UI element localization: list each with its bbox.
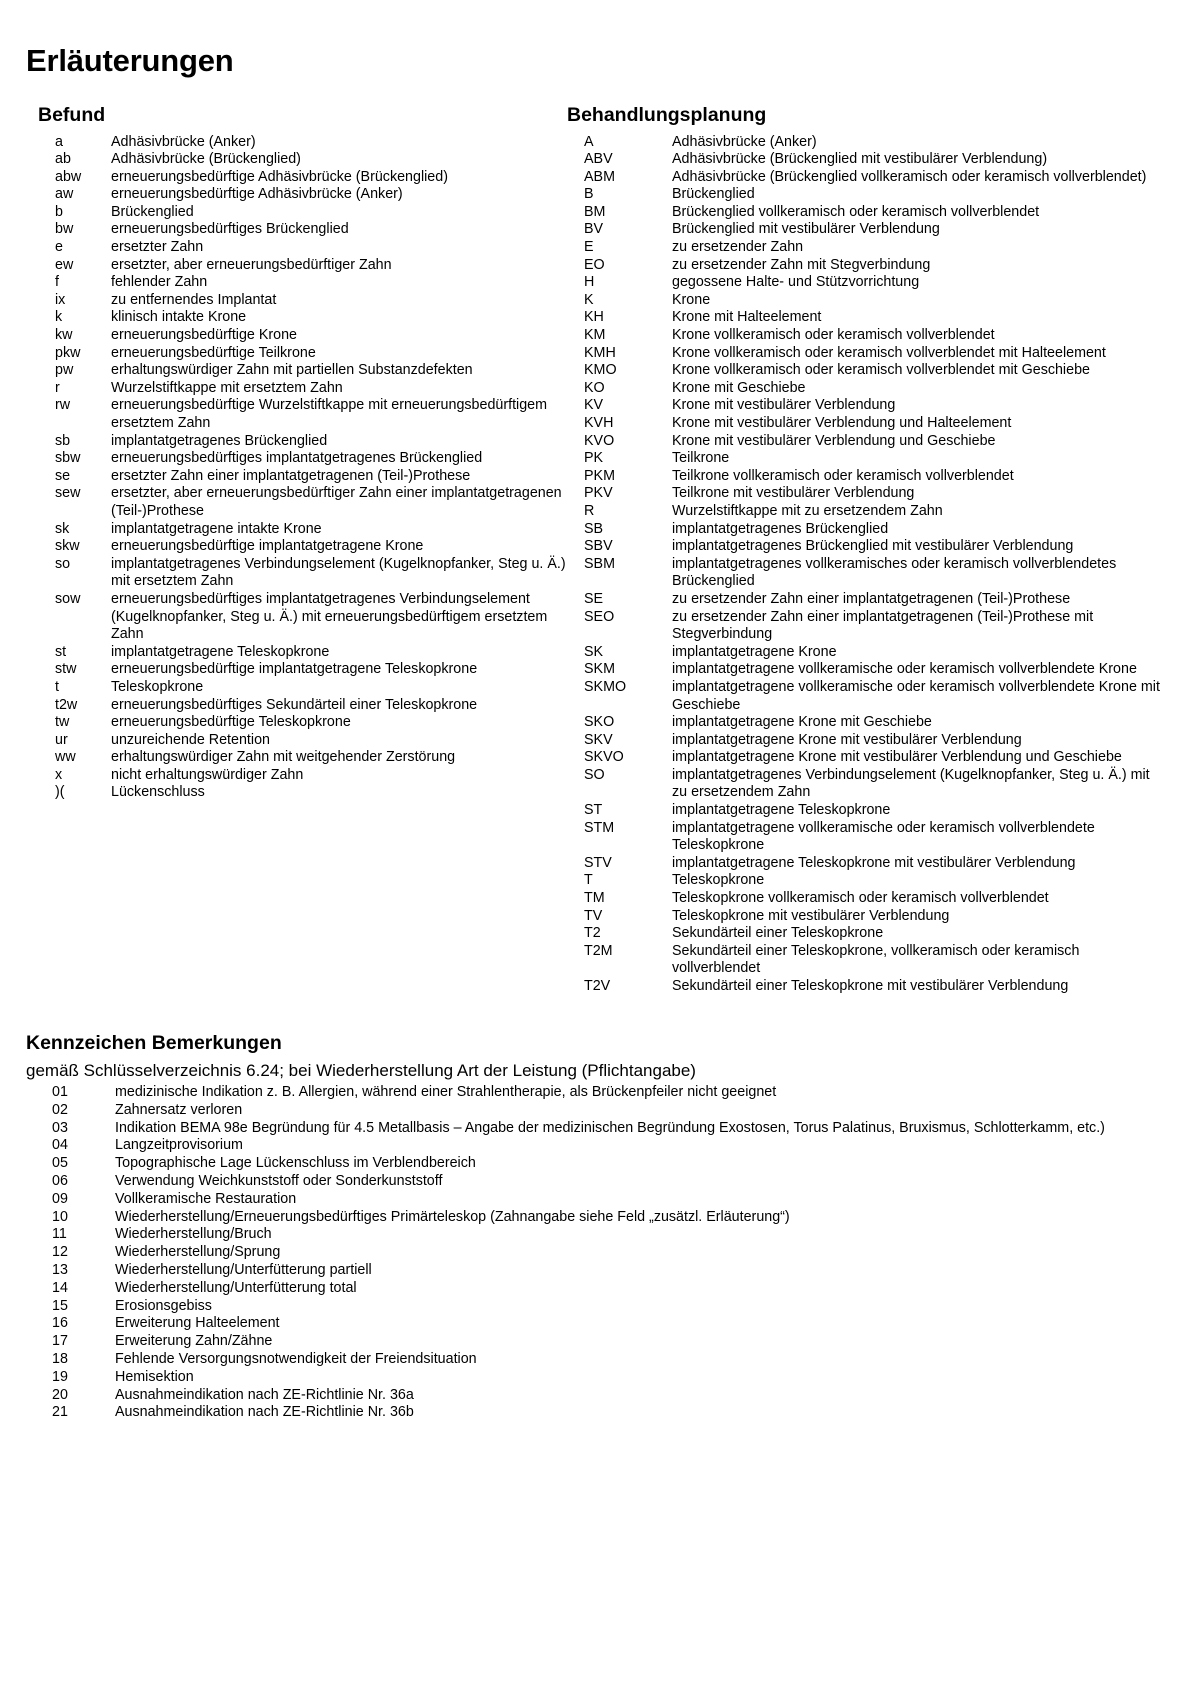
- kennzeichen-entry-code: 11: [52, 1226, 67, 1243]
- behandlungsplanung-entry-code: SKM: [584, 661, 615, 678]
- behandlungsplanung-entry-code: SEO: [584, 608, 615, 625]
- befund-entry-description: erneuerungsbedürftige Wurzelstiftkappe mit erneuerungsbedürftigem ersetztem Zahn: [111, 397, 548, 432]
- kennzeichen-list: [26, 1084, 1168, 1422]
- behandlungsplanung-entry-code: SKVO: [584, 749, 624, 766]
- befund-entry: [22, 397, 567, 432]
- behandlungsplanung-entry-description: Krone mit Geschiebe: [672, 379, 806, 396]
- behandlungsplanung-entry-code: T2M: [584, 942, 613, 959]
- kennzeichen-entry-code: 16: [52, 1315, 68, 1332]
- behandlungsplanung-entry-description: Krone: [672, 291, 711, 308]
- behandlungsplanung-entry: [567, 714, 1167, 732]
- behandlungsplanung-entry-description: Teilkrone mit vestibulärer Verblendung: [672, 485, 915, 502]
- befund-entry-description: erneuerungsbedürftige Teleskopkrone: [111, 714, 351, 731]
- behandlungsplanung-entry: [567, 820, 1167, 855]
- kennzeichen-entry: [26, 1262, 1168, 1280]
- behandlungsplanung-entry-code: KVO: [584, 432, 615, 449]
- behandlungsplanung-entry-code: ABM: [584, 168, 615, 185]
- behandlungsplanung-entry-code: KMO: [584, 362, 617, 379]
- behandlungsplanung-entry: [567, 169, 1167, 187]
- behandlungsplanung-entry-description: Krone mit Halteelement: [672, 309, 822, 326]
- befund-entry: [22, 151, 567, 169]
- behandlungsplanung-entry-code: PKM: [584, 467, 615, 484]
- befund-entry: [22, 362, 567, 380]
- kennzeichen-entry-code: 05: [52, 1155, 68, 1172]
- behandlungsplanung-entry-description: Sekundärteil einer Teleskopkrone: [672, 925, 884, 942]
- befund-entry-description: erhaltungswürdiger Zahn mit weitgehender Zerstörung: [111, 749, 456, 766]
- behandlungsplanung-entry-description: Adhäsivbrücke (Anker): [672, 133, 817, 150]
- kennzeichen-entry-code: 18: [52, 1350, 68, 1367]
- befund-entry: [22, 749, 567, 767]
- behandlungsplanung-entry-code: E: [584, 239, 594, 256]
- behandlungsplanung-entry: [567, 890, 1167, 908]
- behandlungsplanung-entry-description: Sekundärteil einer Teleskopkrone mit vestibulärer Verblendung: [672, 978, 1069, 995]
- behandlungsplanung-entry-code: SE: [584, 590, 604, 607]
- behandlungsplanung-entry-code: K: [584, 291, 594, 308]
- kennzeichen-entry-description: Ausnahmeindikation nach ZE-Richtlinie Nr. 36b: [115, 1404, 414, 1421]
- behandlungsplanung-entry-description: implantatgetragenes Brückenglied: [672, 520, 889, 537]
- befund-entry-description: implantatgetragenes Verbindungselement (Kugelknopfanker, Steg u. Ä.) mit ersetztem Zahn: [111, 555, 566, 590]
- behandlungsplanung-entry: [567, 468, 1167, 486]
- kennzeichen-entry-code: 21: [52, 1404, 68, 1421]
- kennzeichen-entry-code: 06: [52, 1173, 68, 1190]
- behandlungsplanung-entry-description: Krone mit vestibulärer Verblendung und Geschiebe: [672, 432, 996, 449]
- behandlungsplanung-entry-code: EO: [584, 256, 605, 273]
- befund-entry: [22, 257, 567, 275]
- kennzeichen-entry-description: Langzeitprovisorium: [115, 1137, 243, 1154]
- befund-entry-code: rw: [55, 397, 71, 414]
- behandlungsplanung-entry: [567, 485, 1167, 503]
- behandlungsplanung-entry-description: zu ersetzender Zahn mit Stegverbindung: [672, 256, 931, 273]
- befund-entry-code: a: [55, 133, 63, 150]
- behandlungsplanung-entry: [567, 872, 1167, 890]
- befund-entry: [22, 327, 567, 345]
- befund-entry-code: tw: [55, 714, 70, 731]
- befund-entry-code: stw: [55, 661, 77, 678]
- befund-entry-code: k: [55, 309, 63, 326]
- behandlungsplanung-entry-code: T: [584, 872, 593, 889]
- kennzeichen-entry-code: 13: [52, 1262, 68, 1278]
- kennzeichen-entry-description: Verwendung Weichkunststoff oder Sonderkunststoff: [115, 1173, 443, 1190]
- behandlungsplanung-entry: [567, 855, 1167, 873]
- befund-entry: [22, 186, 567, 204]
- kennzeichen-entry-code: 15: [52, 1297, 68, 1314]
- kennzeichen-entry: [26, 1298, 1168, 1316]
- befund-entry: [22, 556, 567, 591]
- behandlungsplanung-entry: [567, 450, 1167, 468]
- behandlungsplanung-entry-code: SBV: [584, 538, 613, 555]
- befund-entry: [22, 292, 567, 310]
- kennzeichen-entry: [26, 1226, 1168, 1244]
- kennzeichen-entry-description: medizinische Indikation z. B. Allergien, während einer Strahlentherapie, als Brückenpfeiler nicht geeignet: [115, 1084, 777, 1101]
- behandlungsplanung-entry-description: Brückenglied: [672, 186, 755, 203]
- behandlungsplanung-entry-description: Krone mit vestibulärer Verblendung: [672, 397, 896, 414]
- befund-entry: [22, 661, 567, 679]
- kennzeichen-entry-code: 03: [52, 1119, 68, 1136]
- kennzeichen-entry-description: Wiederherstellung/Unterfütterung total: [115, 1279, 357, 1296]
- behandlungsplanung-entry-description: Brückenglied mit vestibulärer Verblendung: [672, 221, 940, 238]
- kennzeichen-entry: [26, 1280, 1168, 1298]
- behandlungsplanung-entry: [567, 521, 1167, 539]
- befund-entry: [22, 309, 567, 327]
- behandlungsplanung-entry-code: STV: [584, 854, 612, 871]
- befund-entry: [22, 134, 567, 152]
- kennzeichen-entry-description: Erweiterung Zahn/Zähne: [115, 1333, 273, 1350]
- kennzeichen-entry: [26, 1120, 1168, 1138]
- behandlungsplanung-entry: [567, 257, 1167, 275]
- behandlungsplanung-entry: [567, 345, 1167, 363]
- befund-entry: [22, 169, 567, 187]
- befund-entry: [22, 433, 567, 451]
- befund-entry-description: ersetzter, aber erneuerungsbedürftiger Zahn: [111, 256, 392, 273]
- befund-entry-code: sbw: [55, 450, 81, 467]
- befund-entry-code: ix: [55, 291, 66, 308]
- befund-entry: [22, 468, 567, 486]
- behandlungsplanung-entry-description: zu ersetzender Zahn einer implantatgetragenen (Teil-)Prothese: [672, 590, 1071, 607]
- behandlungsplanung-entry-description: Krone vollkeramisch oder keramisch vollverblendet mit Halteelement: [672, 344, 1106, 361]
- befund-entry: [22, 714, 567, 732]
- behandlungsplanung-entry: [567, 802, 1167, 820]
- kennzeichen-entry-code: 19: [52, 1368, 68, 1385]
- behandlungsplanung-entry-description: Adhäsivbrücke (Brückenglied mit vestibulärer Verblendung): [672, 151, 1048, 168]
- kennzeichen-entry: [26, 1102, 1168, 1120]
- kennzeichen-entry: [26, 1155, 1168, 1173]
- befund-entry-code: skw: [55, 538, 80, 555]
- befund-entry-code: x: [55, 766, 63, 783]
- kennzeichen-entry-description: Ausnahmeindikation nach ZE-Richtlinie Nr. 36a: [115, 1386, 414, 1403]
- befund-entry-code: e: [55, 239, 63, 256]
- befund-entry-description: erneuerungsbedürftige Teilkrone: [111, 344, 316, 361]
- behandlungsplanung-entry-code: KH: [584, 309, 604, 326]
- definitions-columns: [22, 104, 1168, 996]
- kennzeichen-entry: [26, 1387, 1168, 1405]
- behandlungsplanung-entry-code: TV: [584, 907, 603, 924]
- befund-entry-code: kw: [55, 327, 73, 344]
- behandlungsplanung-entry-description: Sekundärteil einer Teleskopkrone, vollkeramisch oder keramisch vollverblendet: [672, 942, 1080, 977]
- behandlungsplanung-entry-code: STM: [584, 819, 615, 836]
- behandlungsplanung-entry-description: Teleskopkrone mit vestibulärer Verblendung: [672, 907, 950, 924]
- befund-entry-description: nicht erhaltungswürdiger Zahn: [111, 766, 304, 783]
- kennzeichen-entry-description: Vollkeramische Restauration: [115, 1190, 297, 1207]
- kennzeichen-entry: [26, 1209, 1168, 1227]
- behandlungsplanung-entry-code: SBM: [584, 555, 615, 572]
- kennzeichen-entry-code: 20: [52, 1386, 68, 1403]
- behandlungsplanung-entry: [567, 151, 1167, 169]
- behandlungsplanung-entry-code: ABV: [584, 151, 613, 168]
- behandlungsplanung-entry-description: implantatgetragene Krone mit vestibulärer Verblendung und Geschiebe: [672, 749, 1122, 766]
- befund-entry: [22, 521, 567, 539]
- befund-entry: [22, 591, 567, 644]
- kennzeichen-entry-description: Indikation BEMA 98e Begründung für 4.5 Metallbasis – Angabe der medizinischen Begründung Exostosen, Torus Palatinus, Bruxismus, Schlotterkamm, etc.): [115, 1119, 1105, 1136]
- behandlungsplanung-entry-code: PKV: [584, 485, 613, 502]
- befund-entry-description: Brückenglied: [111, 203, 194, 220]
- behandlungsplanung-entry-code: B: [584, 186, 594, 203]
- behandlungsplanung-entry: [567, 204, 1167, 222]
- behandlungsplanung-entry-code: BV: [584, 221, 604, 238]
- behandlungsplanung-entry-description: implantatgetragene vollkeramische oder keramisch vollverblendete Teleskopkrone: [672, 819, 1095, 854]
- kennzeichen-entry: [26, 1404, 1168, 1422]
- befund-entry-code: so: [55, 555, 71, 572]
- befund-entry: [22, 485, 567, 520]
- kennzeichen-section: [22, 1032, 1168, 1423]
- behandlungsplanung-entry: [567, 221, 1167, 239]
- behandlungsplanung-entry-code: KO: [584, 379, 605, 396]
- kennzeichen-entry: [26, 1084, 1168, 1102]
- behandlungsplanung-entry: [567, 978, 1167, 996]
- behandlungsplanung-entry: [567, 327, 1167, 345]
- befund-entry: [22, 767, 567, 785]
- behandlungsplanung-entry-description: Teilkrone: [672, 450, 730, 467]
- behandlungsplanung-entry: [567, 767, 1167, 802]
- behandlungsplanung-entry-code: R: [584, 502, 595, 519]
- befund-entry: [22, 345, 567, 363]
- kennzeichen-entry-description: Fehlende Versorgungsnotwendigkeit der Freiendsituation: [115, 1350, 477, 1367]
- befund-entry-description: erneuerungsbedürftige Adhäsivbrücke (Anker): [111, 186, 403, 203]
- behandlungsplanung-entry-code: KV: [584, 397, 604, 414]
- behandlungsplanung-entry-description: Brückenglied vollkeramisch oder keramisch vollverblendet: [672, 203, 1040, 220]
- kennzeichen-entry: [26, 1351, 1168, 1369]
- behandlungsplanung-entry: [567, 732, 1167, 750]
- behandlungsplanung-entry-description: Teilkrone vollkeramisch oder keramisch vollverblendet: [672, 467, 1014, 484]
- befund-entry-description: Teleskopkrone: [111, 678, 204, 695]
- behandlungsplanung-entry-description: implantatgetragene vollkeramische oder keramisch vollverblendete Krone: [672, 661, 1137, 678]
- kennzeichen-entry: [26, 1244, 1168, 1262]
- behandlungsplanung-entry: [567, 362, 1167, 380]
- behandlungsplanung-entry-description: implantatgetragenes Brückenglied mit vestibulärer Verblendung: [672, 538, 1074, 555]
- befund-entry-code: sow: [55, 590, 81, 607]
- befund-entry-description: klinisch intakte Krone: [111, 309, 247, 326]
- behandlungsplanung-entry: [567, 591, 1167, 609]
- behandlungsplanung-entry: [567, 556, 1167, 591]
- befund-entry-code: b: [55, 203, 63, 220]
- behandlungsplanung-entry-description: Krone vollkeramisch oder keramisch vollverblendet mit Geschiebe: [672, 362, 1090, 379]
- behandlungsplanung-entry-description: implantatgetragenes vollkeramisches oder keramisch vollverblendetes Brückenglied: [672, 555, 1117, 590]
- behandlungsplanung-entry: [567, 380, 1167, 398]
- behandlungsplanung-entry-description: Krone vollkeramisch oder keramisch vollverblendet: [672, 327, 995, 344]
- behandlungsplanung-entry-description: zu ersetzender Zahn: [672, 239, 804, 256]
- befund-entry: [22, 450, 567, 468]
- befund-entry-description: ersetzter Zahn einer implantatgetragenen (Teil-)Prothese: [111, 467, 471, 484]
- behandlungsplanung-entry-code: H: [584, 274, 595, 291]
- behandlungsplanung-entry-description: Teleskopkrone: [672, 872, 765, 889]
- befund-entry: [22, 538, 567, 556]
- behandlungsplanung-entry-description: implantatgetragene Teleskopkrone mit vestibulärer Verblendung: [672, 854, 1076, 871]
- behandlungsplanung-entry-description: Teleskopkrone vollkeramisch oder keramisch vollverblendet: [672, 890, 1049, 907]
- behandlungsplanung-entry-code: SK: [584, 643, 604, 660]
- kennzeichen-entry-code: 02: [52, 1101, 68, 1118]
- befund-entry-description: erneuerungsbedürftige Adhäsivbrücke (Brückenglied): [111, 168, 448, 185]
- kennzeichen-entry-code: 04: [52, 1137, 68, 1154]
- kennzeichen-entry-code: 17: [52, 1333, 68, 1350]
- kennzeichen-entry-description: Erosionsgebiss: [115, 1297, 212, 1314]
- befund-entry-description: Adhäsivbrücke (Anker): [111, 133, 256, 150]
- befund-entry-code: bw: [55, 221, 74, 238]
- kennzeichen-entry-code: 01: [52, 1084, 68, 1101]
- befund-entry-code: )(: [55, 784, 65, 801]
- behandlungsplanung-entry-description: Krone mit vestibulärer Verblendung und Halteelement: [672, 415, 1012, 432]
- behandlungsplanung-entry-description: implantatgetragene Krone mit vestibulärer Verblendung: [672, 731, 1022, 748]
- kennzeichen-entry-description: Wiederherstellung/Sprung: [115, 1244, 281, 1261]
- befund-entry-code: pkw: [55, 344, 81, 361]
- behandlungsplanung-entry-description: Adhäsivbrücke (Brückenglied vollkeramisch oder keramisch vollverblendet): [672, 168, 1147, 185]
- behandlungsplanung-entry: [567, 397, 1167, 415]
- behandlungsplanung-entry: [567, 661, 1167, 679]
- befund-entry-description: fehlender Zahn: [111, 274, 208, 291]
- behandlungsplanung-entry: [567, 644, 1167, 662]
- behandlungsplanung-entry-description: implantatgetragene vollkeramische oder keramisch vollverblendete Krone mit Geschiebe: [672, 678, 1160, 713]
- befund-entry: [22, 784, 567, 802]
- behandlungsplanung-entry-code: KM: [584, 327, 606, 344]
- behandlungsplanung-entry: [567, 679, 1167, 714]
- kennzeichen-entry: [26, 1333, 1168, 1351]
- befund-entry-code: ww: [55, 749, 76, 766]
- befund-list: [22, 134, 567, 803]
- kennzeichen-entry-description: Zahnersatz verloren: [115, 1101, 243, 1118]
- behandlungsplanung-entry-description: implantatgetragene Krone: [672, 643, 837, 660]
- befund-entry-description: erhaltungswürdiger Zahn mit partiellen Substanzdefekten: [111, 362, 473, 379]
- kennzeichen-entry: [26, 1315, 1168, 1333]
- kennzeichen-entry-description: Wiederherstellung/Bruch: [115, 1226, 272, 1243]
- befund-entry-description: Lückenschluss: [111, 784, 205, 801]
- befund-entry-description: erneuerungsbedürftige implantatgetragene Teleskopkrone: [111, 661, 478, 678]
- kennzeichen-entry: [26, 1173, 1168, 1191]
- befund-entry-code: ew: [55, 256, 74, 273]
- befund-entry-description: ersetzter, aber erneuerungsbedürftiger Zahn einer implantatgetragenen (Teil-)Prothese: [111, 485, 562, 519]
- behandlungsplanung-entry-description: zu ersetzender Zahn einer implantatgetragenen (Teil-)Prothese mit Stegverbindung: [672, 608, 1094, 643]
- behandlungsplanung-entry: [567, 239, 1167, 257]
- befund-entry-description: implantatgetragenes Brückenglied: [111, 432, 328, 449]
- kennzeichen-entry-description: Erweiterung Halteelement: [115, 1315, 280, 1332]
- befund-entry-code: sb: [55, 432, 71, 449]
- behandlungsplanung-entry-code: SKMO: [584, 678, 627, 695]
- behandlungsplanung-entry: [567, 925, 1167, 943]
- befund-column: [22, 104, 567, 802]
- behandlungsplanung-entry-description: implantatgetragene Krone mit Geschiebe: [672, 714, 932, 731]
- page-title: Erläuterungen: [26, 43, 234, 78]
- befund-entry-code: sew: [55, 485, 81, 502]
- befund-entry-code: t: [55, 678, 59, 695]
- befund-entry-description: implantatgetragene Teleskopkrone: [111, 643, 330, 660]
- befund-entry-code: pw: [55, 362, 74, 379]
- kennzeichen-entry: [26, 1191, 1168, 1209]
- befund-entry-code: st: [55, 643, 67, 660]
- befund-entry-code: ur: [55, 731, 68, 748]
- befund-entry: [22, 679, 567, 697]
- behandlungsplanung-entry: [567, 274, 1167, 292]
- kennzeichen-heading: Kennzeichen Bemerkungen: [26, 1031, 282, 1054]
- befund-entry-description: implantatgetragene intakte Krone: [111, 520, 322, 537]
- kennzeichen-entry-description: Topographische Lage Lückenschluss im Verblendbereich: [115, 1155, 476, 1172]
- befund-entry-code: f: [55, 274, 59, 291]
- kennzeichen-entry-description: Hemisektion: [115, 1368, 194, 1385]
- kennzeichen-entry: [26, 1137, 1168, 1155]
- befund-entry: [22, 732, 567, 750]
- befund-entry-code: sk: [55, 520, 70, 537]
- befund-entry-code: r: [55, 379, 60, 396]
- befund-entry-code: abw: [55, 168, 82, 185]
- befund-entry-description: erneuerungsbedürftige Krone: [111, 327, 297, 344]
- befund-entry-description: Wurzelstiftkappe mit ersetztem Zahn: [111, 379, 343, 396]
- kennzeichen-entry-code: 12: [52, 1244, 68, 1261]
- behandlungsplanung-entry: [567, 908, 1167, 926]
- befund-entry-code: se: [55, 467, 71, 484]
- behandlungsplanung-entry-code: ST: [584, 802, 603, 819]
- behandlungsplanung-entry: [567, 134, 1167, 152]
- behandlungsplanung-entry-code: T2V: [584, 978, 611, 995]
- behandlungsplanung-column: [567, 104, 1167, 996]
- kennzeichen-entry-description: Wiederherstellung/Erneuerungsbedürftiges Primärteleskop (Zahnangabe siehe Feld „zusätzl. Erläuterung“): [115, 1208, 790, 1225]
- befund-entry-description: erneuerungsbedürftiges implantatgetragenes Brückenglied: [111, 450, 483, 467]
- behandlungsplanung-entry: [567, 309, 1167, 327]
- behandlungsplanung-entry-code: KVH: [584, 415, 614, 432]
- behandlungsplanung-entry: [567, 292, 1167, 310]
- kennzeichen-entry-code: 09: [52, 1190, 68, 1207]
- behandlungsplanung-entry-code: T2: [584, 925, 601, 942]
- behandlungsplanung-entry-code: SB: [584, 520, 604, 537]
- befund-entry: [22, 380, 567, 398]
- behandlungsplanung-list: [567, 134, 1167, 996]
- behandlungsplanung-entry: [567, 943, 1167, 978]
- behandlungsplanung-entry-code: SO: [584, 766, 605, 783]
- behandlungsplanung-entry-description: Wurzelstiftkappe mit zu ersetzendem Zahn: [672, 502, 943, 519]
- befund-entry: [22, 239, 567, 257]
- befund-heading: Befund: [38, 104, 106, 127]
- behandlungsplanung-entry-description: implantatgetragenes Verbindungselement (Kugelknopfanker, Steg u. Ä.) mit zu ersetzendem Zahn: [672, 766, 1150, 801]
- befund-entry: [22, 644, 567, 662]
- befund-entry: [22, 274, 567, 292]
- behandlungsplanung-entry: [567, 186, 1167, 204]
- behandlungsplanung-entry-description: gegossene Halte- und Stützvorrichtung: [672, 274, 920, 291]
- befund-entry-code: t2w: [55, 696, 78, 713]
- befund-entry-description: erneuerungsbedürftiges implantatgetragenes Verbindungselement (Kugelknopfanker, Steg u. Ä.) mit erneuerungsbedürftigem ersetztem Zahn: [111, 590, 548, 643]
- befund-entry-code: ab: [55, 151, 71, 168]
- behandlungsplanung-entry: [567, 609, 1167, 644]
- befund-entry-code: aw: [55, 186, 74, 203]
- kennzeichen-entry: [26, 1369, 1168, 1387]
- behandlungsplanung-entry-code: SKV: [584, 731, 613, 748]
- behandlungsplanung-heading: Behandlungsplanung: [567, 104, 767, 127]
- befund-entry-description: unzureichende Retention: [111, 731, 270, 748]
- behandlungsplanung-entry-description: implantatgetragene Teleskopkrone: [672, 802, 891, 819]
- behandlungsplanung-entry: [567, 749, 1167, 767]
- behandlungsplanung-entry-code: PK: [584, 450, 604, 467]
- befund-entry: [22, 697, 567, 715]
- behandlungsplanung-entry-code: KMH: [584, 344, 616, 361]
- behandlungsplanung-entry-code: TM: [584, 890, 605, 907]
- behandlungsplanung-entry: [567, 538, 1167, 556]
- behandlungsplanung-entry-code: A: [584, 133, 594, 150]
- befund-entry-description: zu entfernendes Implantat: [111, 291, 277, 308]
- befund-entry-description: erneuerungsbedürftiges Sekundärteil einer Teleskopkrone: [111, 696, 478, 713]
- kennzeichen-entry-description: Wiederherstellung/Unterfütterung partiell: [115, 1262, 372, 1278]
- kennzeichen-entry-code: 10: [52, 1208, 68, 1225]
- befund-entry-description: ersetzter Zahn: [111, 239, 204, 256]
- befund-entry-description: Adhäsivbrücke (Brückenglied): [111, 151, 301, 168]
- befund-entry-description: erneuerungsbedürftiges Brückenglied: [111, 221, 349, 238]
- behandlungsplanung-entry-code: SKO: [584, 714, 615, 731]
- befund-entry: [22, 204, 567, 222]
- kennzeichen-subheading: gemäß Schlüsselverzeichnis 6.24; bei Wiederherstellung Art der Leistung (Pflichtangabe): [26, 1061, 696, 1081]
- behandlungsplanung-entry: [567, 433, 1167, 451]
- befund-entry-description: erneuerungsbedürftige implantatgetragene Krone: [111, 538, 424, 555]
- befund-entry: [22, 221, 567, 239]
- behandlungsplanung-entry: [567, 415, 1167, 433]
- kennzeichen-entry-code: 14: [52, 1279, 68, 1296]
- behandlungsplanung-entry-code: BM: [584, 203, 606, 220]
- behandlungsplanung-entry: [567, 503, 1167, 521]
